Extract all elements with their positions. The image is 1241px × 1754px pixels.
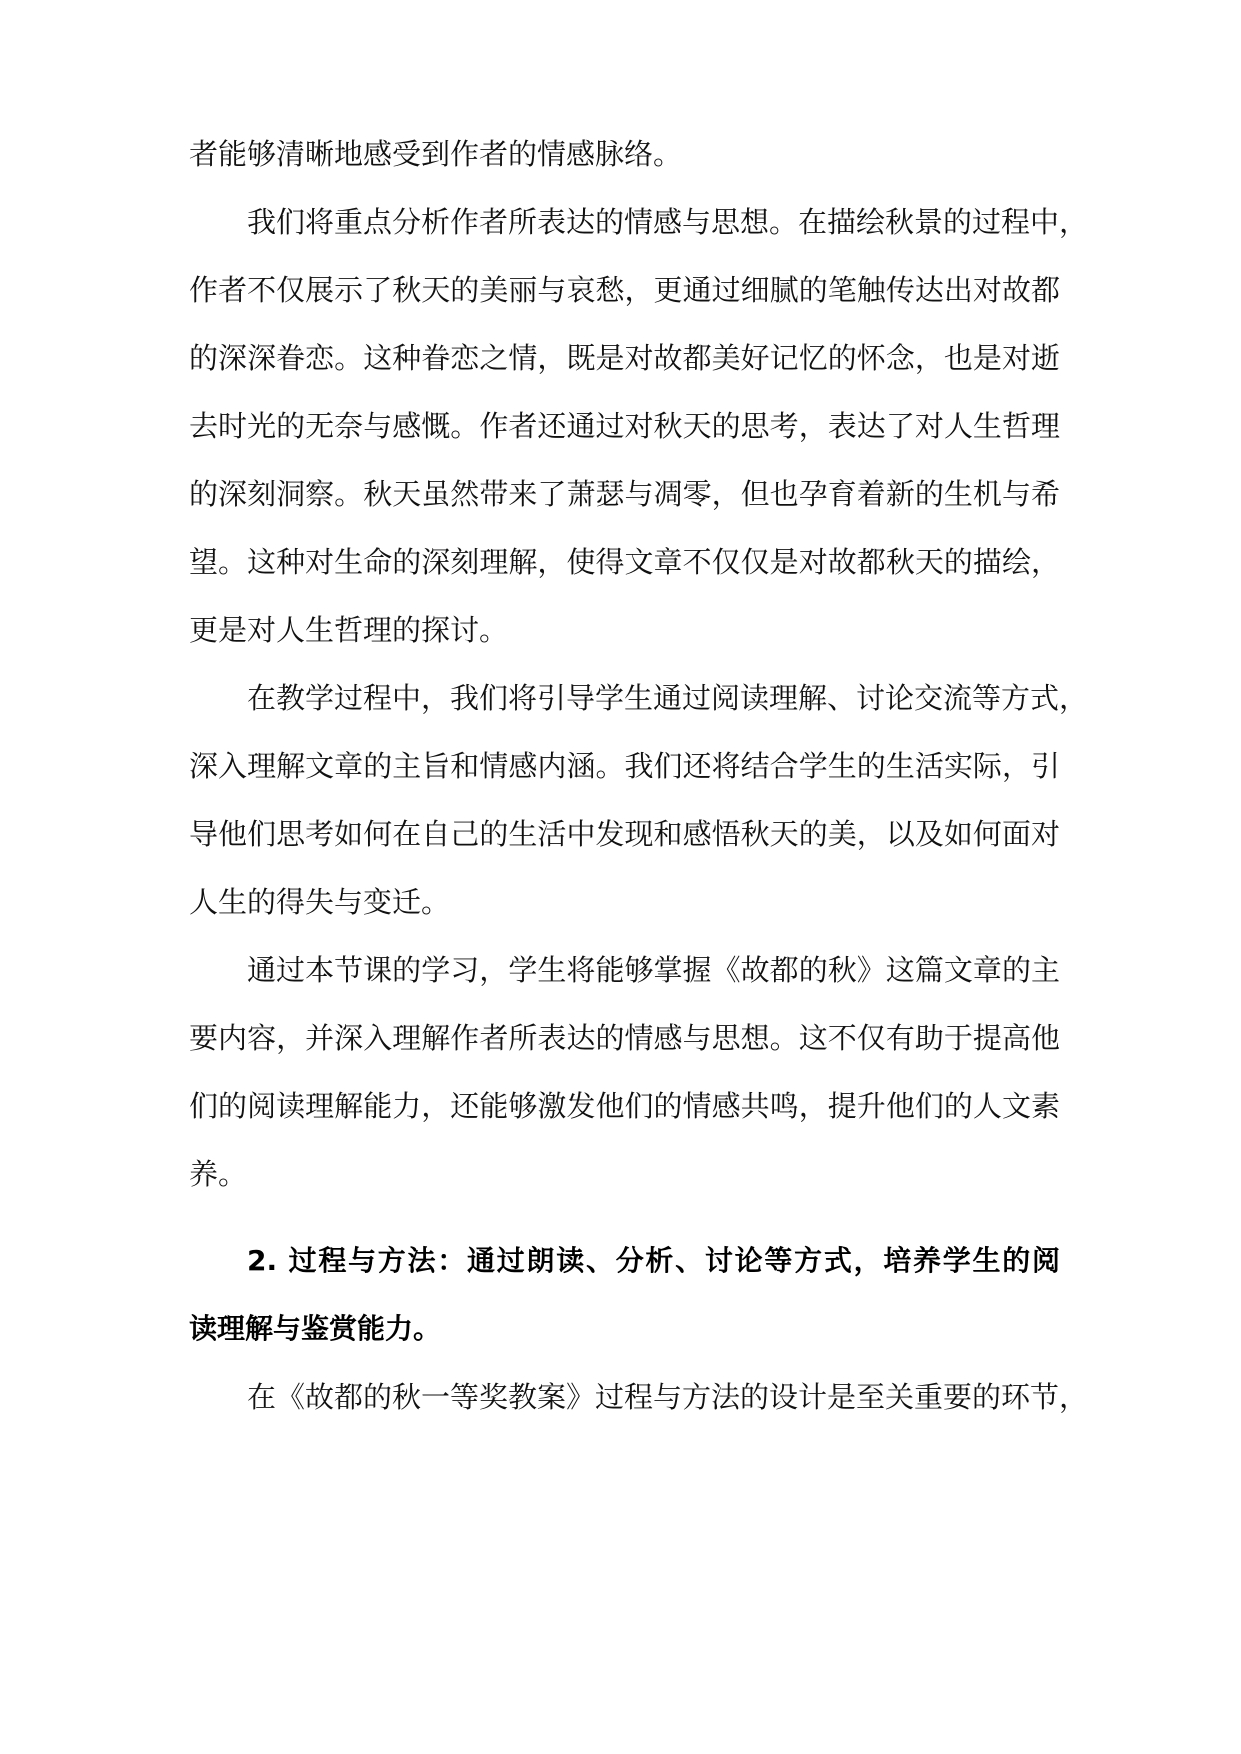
text-line: 者能够清晰地感受到作者的情感脉络。: [189, 137, 683, 171]
text-line: 更是对人生哲理的探讨。: [189, 613, 509, 647]
text-line: 作者不仅展示了秋天的美丽与哀愁，更通过细腻的笔触传达出对故都: [189, 273, 1060, 307]
text-line: 去时光的无奈与感慨。作者还通过对秋天的思考，表达了对人生哲理: [189, 409, 1060, 443]
text-line: 深入理解文章的主旨和情感内涵。我们还将结合学生的生活实际，引: [189, 749, 1060, 783]
section-heading: 读理解与鉴赏能力。: [189, 1312, 442, 1345]
text-line: 通过本节课的学习，学生将能够掌握《故都的秋》这篇文章的主: [247, 953, 1060, 987]
text-line: 们的阅读理解能力，还能够激发他们的情感共鸣，提升他们的人文素: [189, 1089, 1060, 1123]
text-line: 导他们思考如何在自己的生活中发现和感悟秋天的美，以及如何面对: [189, 817, 1060, 851]
text-line: 养。: [189, 1157, 248, 1191]
text-line: 人生的得失与变迁。: [189, 885, 451, 919]
text-line: 的深刻洞察。秋天虽然带来了萧瑟与凋零，但也孕育着新的生机与希: [189, 477, 1060, 511]
text-line: 的深深眷恋。这种眷恋之情，既是对故都美好记忆的怀念，也是对逝: [189, 341, 1060, 375]
text-line: 望。这种对生命的深刻理解，使得文章不仅仅是对故都秋天的描绘，: [189, 545, 1060, 579]
text-line: 我们将重点分析作者所表达的情感与思想。在描绘秋景的过程中，: [247, 205, 1089, 239]
text-line: 要内容，并深入理解作者所表达的情感与思想。这不仅有助于提高他: [189, 1021, 1060, 1055]
text-line: 在教学过程中，我们将引导学生通过阅读理解、讨论交流等方式，: [247, 681, 1089, 715]
text-line: 在《故都的秋一等奖教案》过程与方法的设计是至关重要的环节，: [247, 1380, 1089, 1414]
section-heading: 2. 过程与方法：通过朗读、分析、讨论等方式，培养学生的阅: [247, 1244, 1060, 1277]
